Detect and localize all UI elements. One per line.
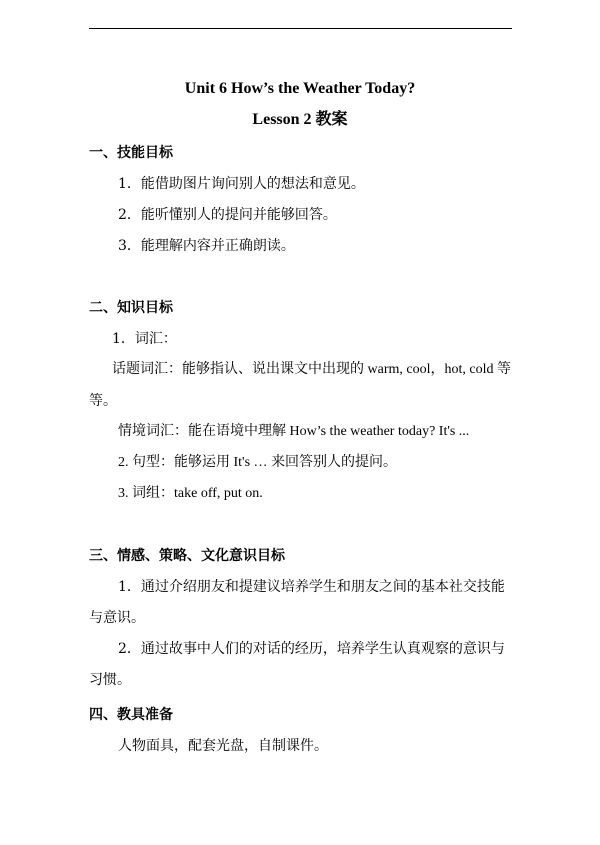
paragraph-line: 等。 <box>89 393 117 409</box>
list-item: 3. 词组：take off, put on. <box>118 486 263 501</box>
list-item: 1．词汇： <box>112 331 177 347</box>
paragraph-line: 2．通过故事中人们的对话的经历，培养学生认真观察的意识与 <box>118 641 505 657</box>
paragraph-line: 习惯。 <box>89 672 131 688</box>
section-heading: 一、技能目标 <box>89 145 173 161</box>
section-heading: 四、教具准备 <box>89 707 173 723</box>
document-title: Unit 6 How’s the Weather Today? <box>184 80 416 97</box>
section-heading: 三、情感、策略、文化意识目标 <box>89 548 285 564</box>
paragraph-line: 1．通过介绍朋友和提建议培养学生和朋友之间的基本社交技能 <box>118 579 505 595</box>
list-item: 3．能理解内容并正确朗读。 <box>118 238 295 254</box>
section-heading: 二、知识目标 <box>89 300 173 316</box>
header-rule <box>89 28 512 29</box>
document-subtitle: Lesson 2 教案 <box>252 111 348 128</box>
paragraph-line: 人物面具，配套光盘，自制课件。 <box>118 738 328 754</box>
paragraph-line: 话题词汇：能够指认、说出课文中出现的 warm, cool，hot, cold 等 <box>112 362 511 377</box>
paragraph-line: 情境词汇：能在语境中理解 How’s the weather today? It's ... <box>118 424 470 439</box>
list-item: 2. 句型：能够运用 It's … 来回答别人的提问。 <box>118 455 398 470</box>
list-item: 1．能借助图片询问别人的想法和意见。 <box>118 176 365 192</box>
paragraph-line: 与意识。 <box>89 610 145 626</box>
list-item: 2．能听懂别人的提问并能够回答。 <box>118 207 337 223</box>
